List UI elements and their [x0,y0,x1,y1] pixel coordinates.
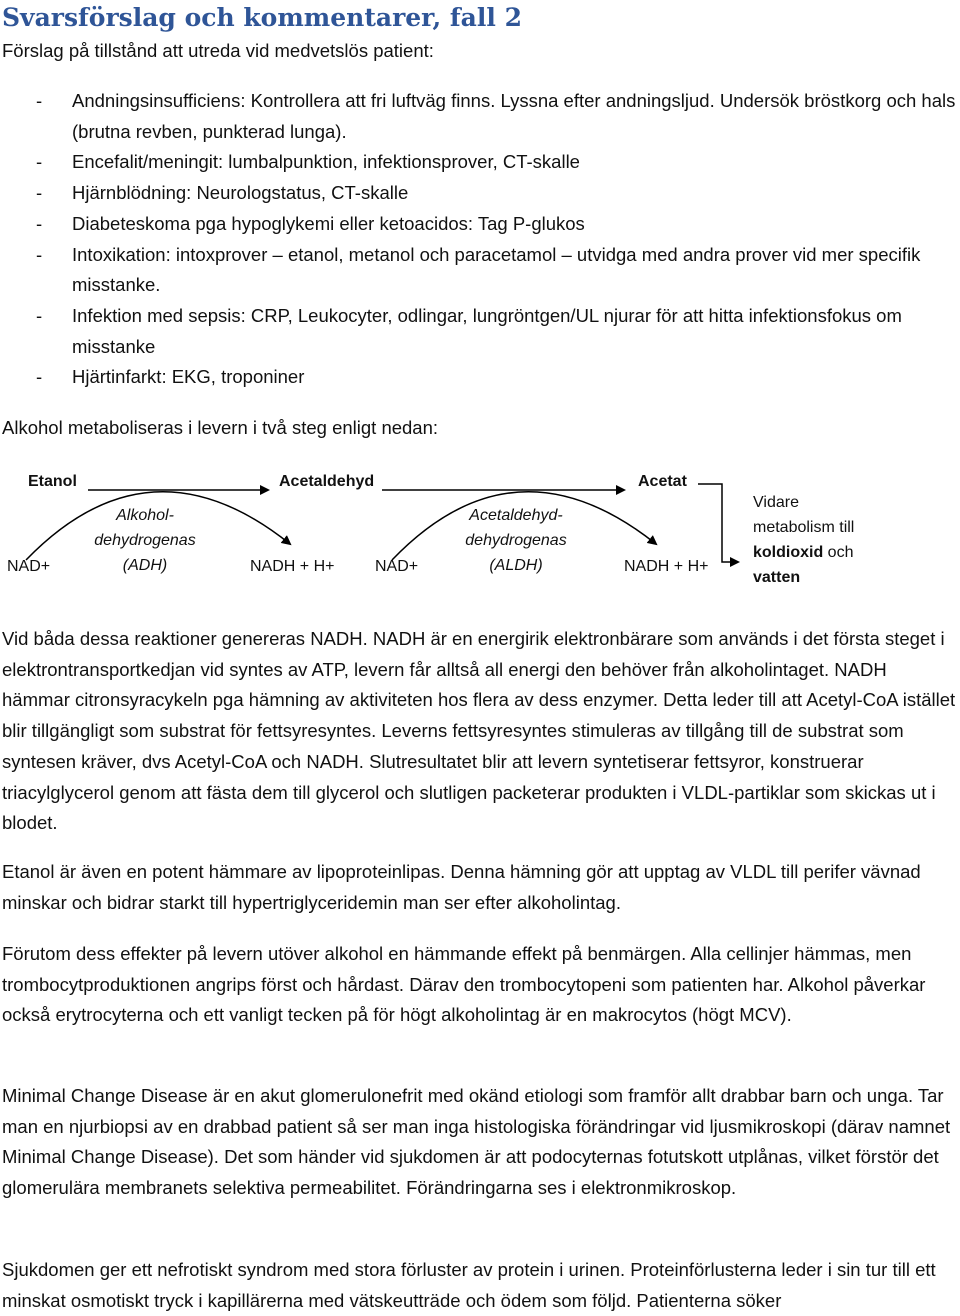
further-koldioxid: koldioxid [753,544,824,561]
page-title: Svarsförslag och kommentarer, fall 2 [2,3,522,32]
bullet-dash: - [36,212,43,234]
enzyme-aldh-line2: dehydrogenas [465,532,567,549]
list-item [2,209,958,240]
paragraph-nadh: Vid båda dessa reaktioner genereras NADH. NADH är en energirik elektronbärare som används i det första steget i elektrontransportkedjan vid syntes av ATP, levern får alltså all energi den behöver från alkoholintaget. NADH hämmar citronsyracykeln pga hämning av aktiviteten hos flera av dess enzymer. Detta leder till att Acetyl-CoA istället blir tillgängligt som substrat för fettsyresyntes. Leverns fettsyresyntes stimuleras av tillgång till de substrat som syntesen kräver, dvs Acetyl-CoA och NADH. Slutresultatet blir att levern syntetiserar fettsyror, konstruerar triacylglycerol genom att fästa dem till glycerol och slutligen packeterar produkten i VLDL-partiklar som skickas ut i blodet. [2,628,956,834]
list-item [2,147,958,178]
further-joiner: och [823,544,854,561]
cofactor-nadh-2: NADH + H+ [624,558,709,575]
compound-acetat: Acetat [638,473,687,490]
enzyme-adh-line2: dehydrogenas [94,532,196,549]
enzyme-adh [85,503,205,578]
intro-text: Förslag på tillstånd att utreda vid medvetslös patient: [2,40,434,61]
list-item-text: Hjärtinfarkt: EKG, troponiner [72,366,305,388]
list-item [2,301,958,362]
cofactor-nad-1: NAD+ [7,558,51,575]
bullet-dash: - [36,182,43,204]
enzyme-aldh-line1: Acetaldehyd- [469,507,563,524]
enzyme-adh-line1: Alkohol- [116,507,174,524]
list-item [2,362,958,393]
bullet-dash: - [36,304,43,326]
list-item [2,178,958,209]
list-item-text: Intoxikation: intoxprover – etanol, metanol och paracetamol – utvidga med andra prover vid mer specifik misstanke. [72,243,921,296]
bullet-dash: - [36,366,43,388]
compound-etanol: Etanol [28,473,77,490]
further-metabolism [753,490,854,590]
further-line2: metabolism till [753,519,855,536]
paragraph-minimal-change: Minimal Change Disease är en akut glomerulonefrit med okänd etiologi som framför allt drabbar barn och unga. Tar man en njurbiopsi av en drabbad patient så ser man inga histologiska förändringar vid ljusmikroskopi (därav namnet Minimal Change Disease). Det som händer vid sjukdomen är att podocyternas fotutskott utplånas, vilket förstör det glomerulära membranets selektiva permeabilitet. Förändringarna ses i elektronmikroskop. [2,1085,951,1199]
list-item-text: Encefalit/meningit: lumbalpunktion, infektionsprover, CT-skalle [72,151,580,173]
arrow-to-further-metabolism [698,484,738,562]
list-item [2,240,958,301]
cofactor-nadh-1: NADH + H+ [250,558,335,575]
bullet-dash: - [36,151,43,173]
metabolism-diagram [0,462,960,597]
enzyme-aldh-line3: (ALDH) [489,557,543,574]
list-item-text: Diabeteskoma pga hypoglykemi eller ketoacidos: Tag P-glukos [72,212,585,234]
compound-acetaldehyd: Acetaldehyd [279,473,375,490]
enzyme-aldh [446,503,586,578]
bullet-dash: - [36,243,43,265]
metabolism-intro: Alkohol metaboliseras i levern i två steg enligt nedan: [2,417,439,438]
cofactor-nad-2: NAD+ [375,558,419,575]
differential-list [2,86,958,393]
list-item [2,86,958,147]
list-item-text: Hjärnblödning: Neurologstatus, CT-skalle [72,182,409,204]
further-line1: Vidare [753,494,799,511]
paragraph-lipoproteinlipas: Etanol är även en potent hämmare av lipoproteinlipas. Denna hämning gör att upptag av VLDL till perifer vävnad minskar och bidrar starkt till hypertriglyceridemin man ser efter alkoholintag. [2,861,921,913]
list-item-text: Infektion med sepsis: CRP, Leukocyter, odlingar, lungröntgen/UL njurar för att hitta infektionsfokus om misstanke [72,304,902,357]
paragraph-nefrotiskt: Sjukdomen ger ett nefrotiskt syndrom med stora förluster av protein i urinen. Proteinförlusterna leder i sin tur till ett minskat osmotiskt tryck i kapillärerna med vätskeutträde och ödem som följd. Patienterna söker [2,1259,936,1311]
further-vatten: vatten [753,569,801,586]
paragraph-benmarg: Förutom dess effekter på levern utöver alkohol en hämmande effekt på benmärgen. Alla cellinjer hämmas, men trombocytproduktionen angrips först och hårdast. Därav den trombocytopeni som patienten har. Alkohol påverkar också erytrocyterna och ett vanligt tecken på för högt alkoholintag är en makrocytos (högt MCV). [2,943,926,1026]
enzyme-adh-line3: (ADH) [122,557,168,574]
list-item-text: Andningsinsufficiens: Kontrollera att fri luftväg finns. Lyssna efter andningsljud. Undersök bröstkorg och hals (brutna revben, punkterad lunga). [72,90,956,142]
bullet-dash: - [36,90,43,111]
